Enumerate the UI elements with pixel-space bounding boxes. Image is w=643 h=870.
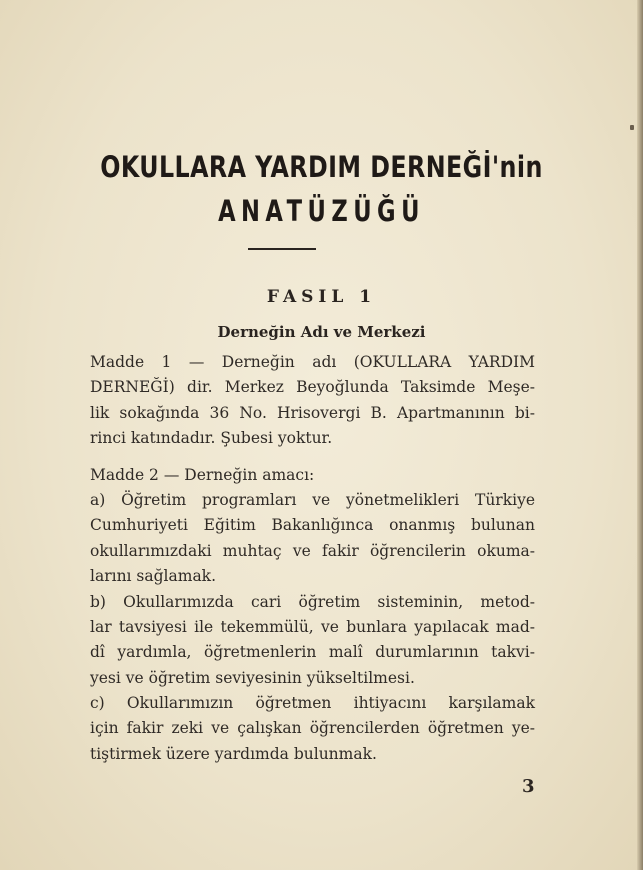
articles-body [90, 350, 535, 767]
article2-a-line: larını sağlamak. [90, 567, 217, 586]
edge-mark [630, 125, 634, 130]
article2-c-line: tiştirmek üzere yardımda bulunmak. [90, 744, 377, 763]
paragraph-gap [90, 452, 535, 463]
article1-line: Madde 1 — Derneğin adı (OKULLARA YARDIM [90, 353, 535, 371]
page-edge [637, 0, 643, 870]
section-subtitle: Derneğin Adı ve Merkezi [217, 323, 426, 341]
article2-c-line: c) Okullarımızın öğretmen ihtiyacını karşılamak [90, 694, 535, 713]
article2-b-line: lar tavsiyesi ile tekemmülü, ve bunlara yapılacak mad- [90, 617, 535, 636]
title-line-2: ANATÜZÜĞÜ [218, 194, 425, 228]
article2-b-line: yesi ve öğretim seviyesinin yükseltilmesi. [90, 668, 415, 687]
article2-b-line: b) Okullarımızda cari öğretim sisteminin, metod- [90, 592, 535, 611]
article1-line: lik sokağında 36 No. Hrisovergi B. Apartmanının bi- [90, 403, 535, 422]
page-number: 3 [522, 776, 535, 797]
section-label: FASIL 1 [266, 287, 377, 307]
article1-line: rinci katındadır. Şubesi yoktur. [90, 429, 333, 448]
article2-b-line: dî yardımla, öğretmenlerin malî durumlarının takvi- [90, 643, 535, 662]
article2-a-line: Cumhuriyeti Eğitim Bakanlığınca onanmış bulunan [90, 516, 535, 535]
article2-a-line: okullarımızdaki muhtaç ve fakir öğrencilerin okuma- [90, 541, 535, 560]
article1-line: DERNEĞİ) dir. Merkez Beyoğlunda Taksimde Meşe- [90, 378, 535, 397]
article2-c-line: için fakir zeki ve çalışkan öğrencilerden öğretmen ye- [90, 719, 535, 738]
title-divider [248, 248, 316, 250]
title-line-1: OKULLARA YARDIM DERNEĞİ'nin [100, 150, 543, 184]
article2-intro: Madde 2 — Derneğin amacı: [90, 465, 315, 484]
article2-a-line: a) Öğretim programları ve yönetmelikleri Türkiye [90, 490, 535, 509]
